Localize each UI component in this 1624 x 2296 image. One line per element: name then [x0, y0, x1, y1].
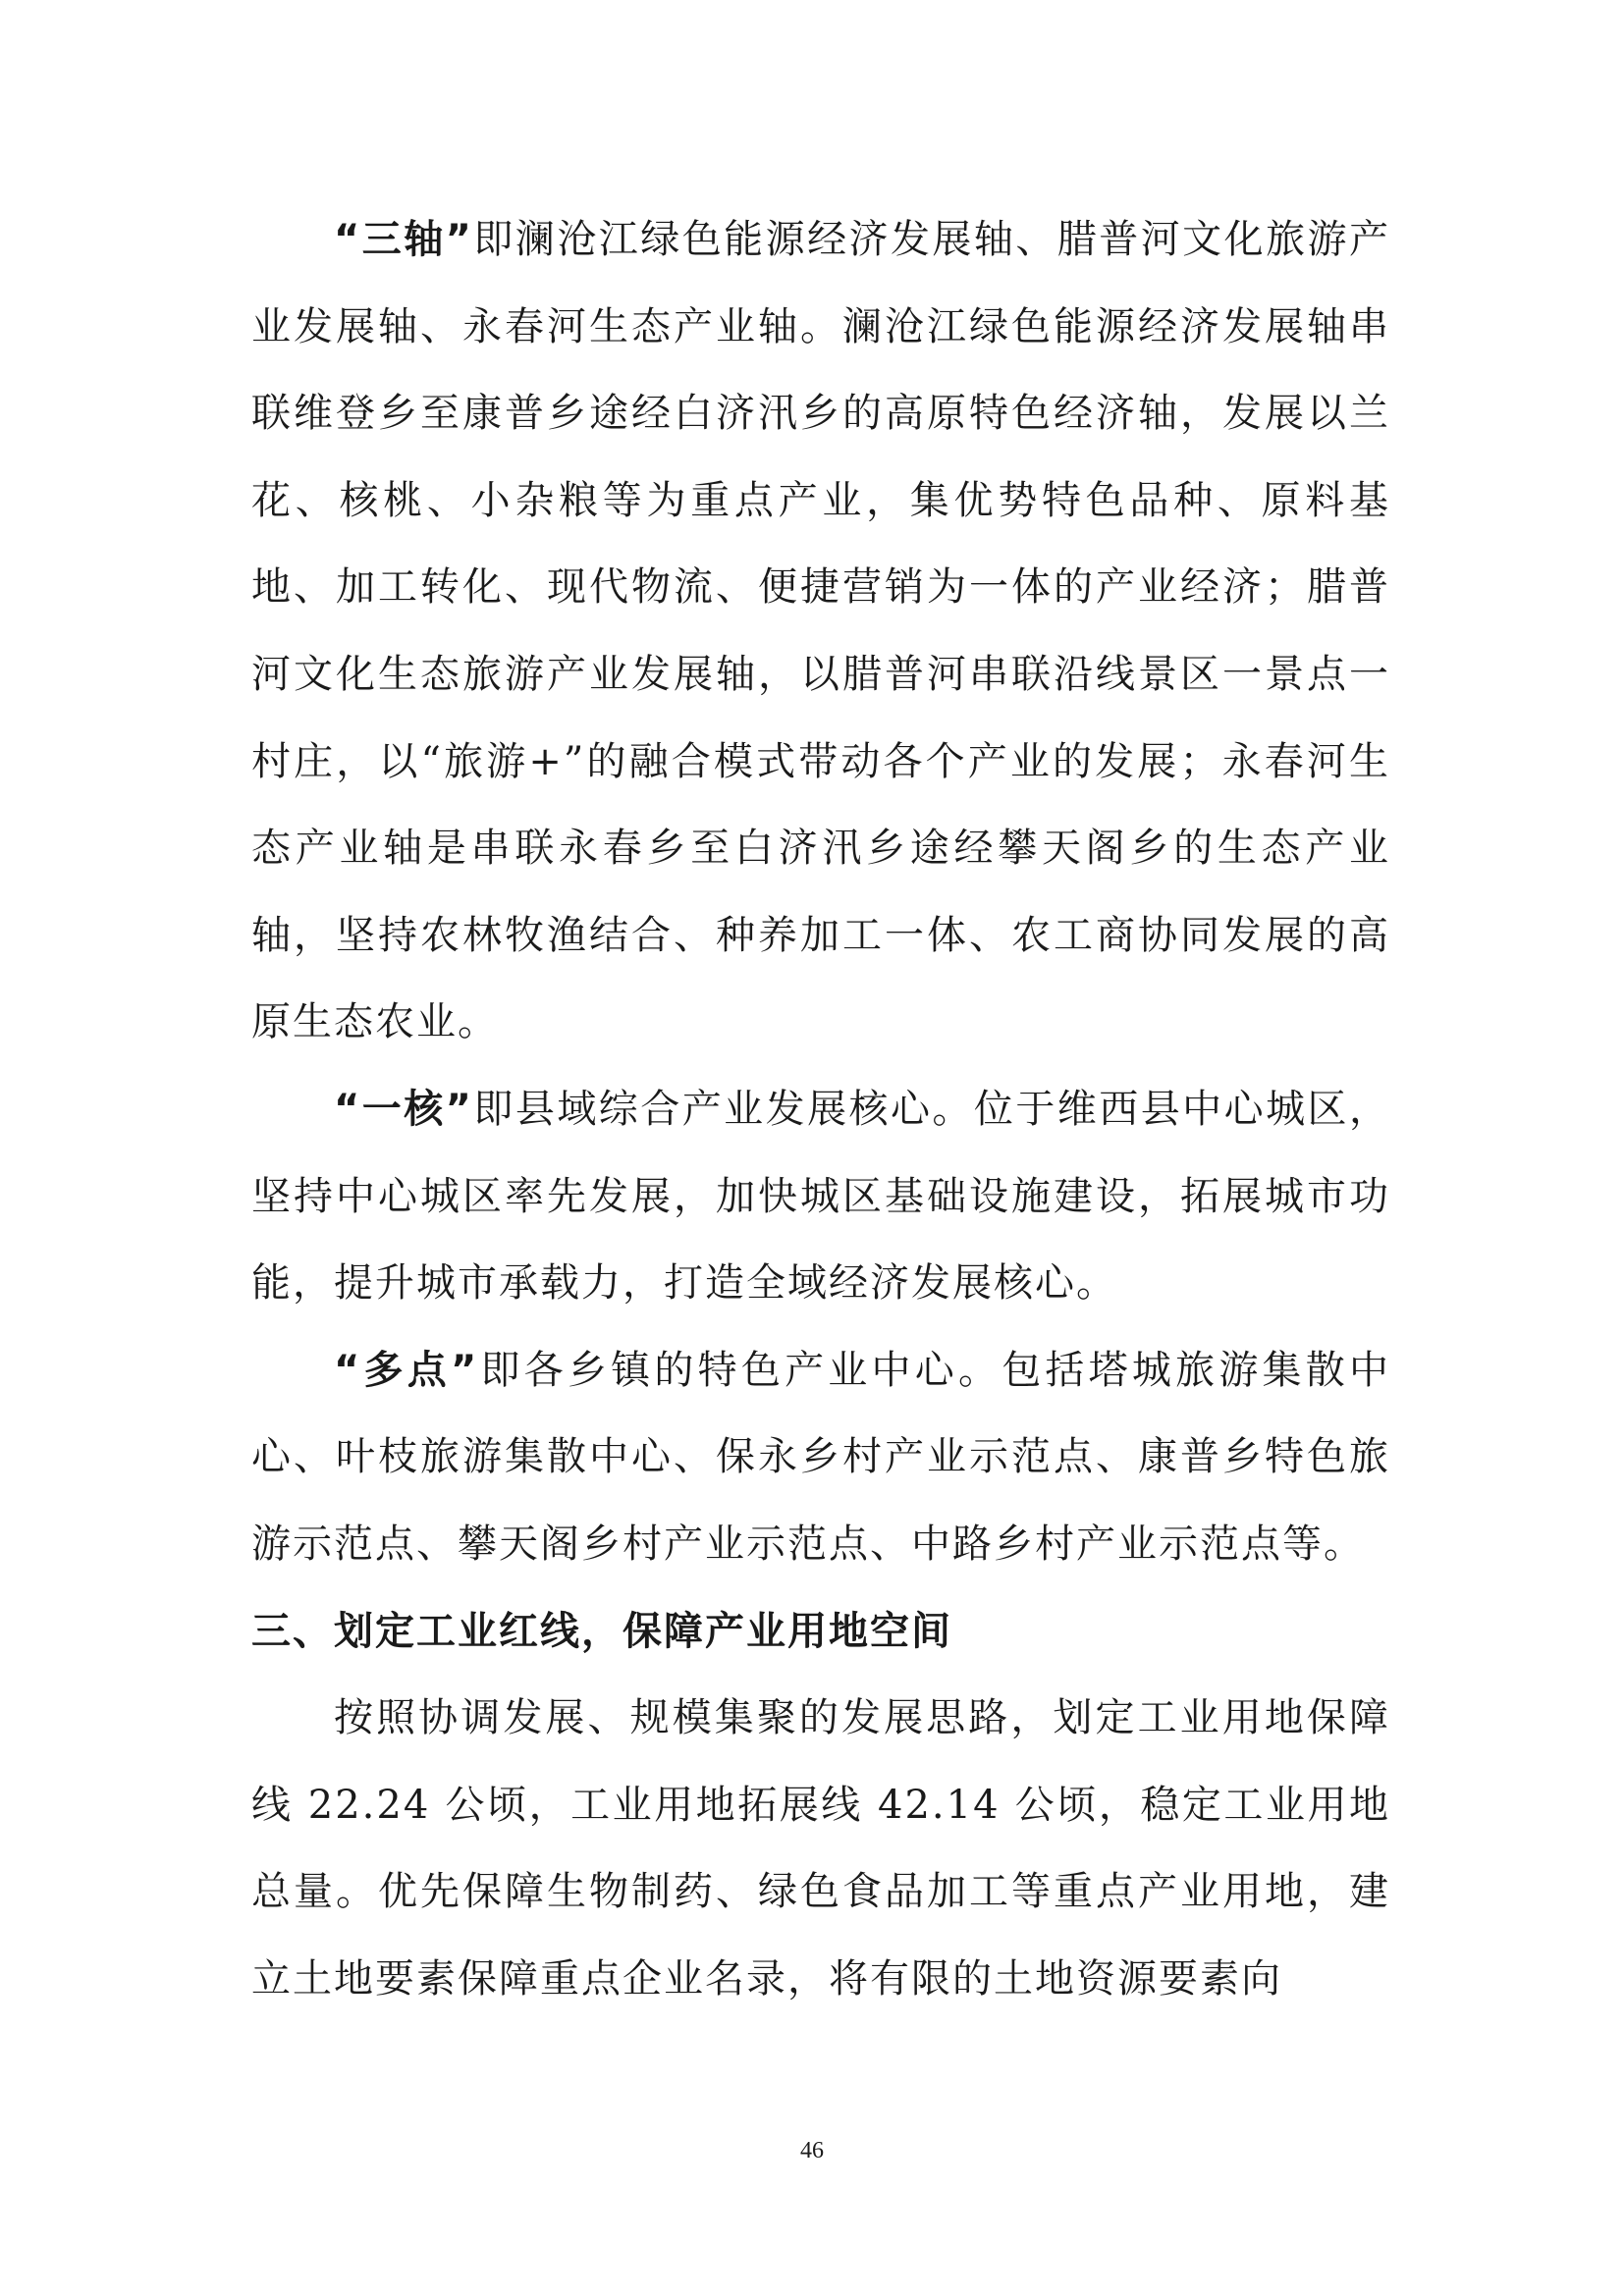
paragraph-text: 即各乡镇的特色产业中心。包括塔城旅游集散中心、叶枝旅游集散中心、保永乡村产业示范点、康普乡特色旅游示范点、攀天阁乡村产业示范点、中路乡村产业示范点等。	[251, 1347, 1391, 1567]
section-heading: 三、划定工业红线，保障产业用地空间	[251, 1608, 952, 1654]
section-paragraph: 按照协调发展、规模集聚的发展思路，划定工业用地保障线 22.24 公顷，工业用地拓展线 42.14 公顷，稳定工业用地总量。优先保障生物制药、绿色食品加工等重点产业用地，建立土地要素保障重点企业名录，将有限的土地资源要素向	[251, 1695, 1390, 2002]
paragraph-lead-term: “多点”	[334, 1347, 479, 1393]
paragraph-three-axes	[251, 196, 1390, 1066]
paragraph-text: 即县域综合产业发展核心。位于维西县中心城区，坚持中心城区率先发展，加快城区基础设施建设，拓展城市功能，提升城市承载力，打造全域经济发展核心。	[251, 1086, 1391, 1307]
paragraph-lead-term: “一核”	[334, 1086, 473, 1132]
paragraph-text: 即澜沧江绿色能源经济发展轴、腊普河文化旅游产业发展轴、永春河生态产业轴。澜沧江绿色能源经济发展轴串联维登乡至康普乡途经白济汛乡的高原特色经济轴，发展以兰花、核桃、小杂粮等为重点产业，集优势特色品种、原料基地、加工转化、现代物流、便捷营销为一体的产业经济；腊普河文化生态旅游产业发展轴，以腊普河串联沿线景区一景点一村庄，以“旅游+”的融合模式带动各个产业的发展；永春河生态产业轴是串联永春乡至白济汛乡途经攀天阁乡的生态产业轴，坚持农林牧渔结合、种养加工一体、农工商协同发展的高原生态农业。	[251, 217, 1391, 1045]
page-number: 46	[800, 2138, 824, 2163]
paragraph-multi-points	[251, 1327, 1390, 1588]
document-body	[251, 196, 1390, 2022]
paragraph-one-core	[251, 1066, 1390, 1327]
paragraph-lead-term: “三轴”	[334, 217, 473, 262]
